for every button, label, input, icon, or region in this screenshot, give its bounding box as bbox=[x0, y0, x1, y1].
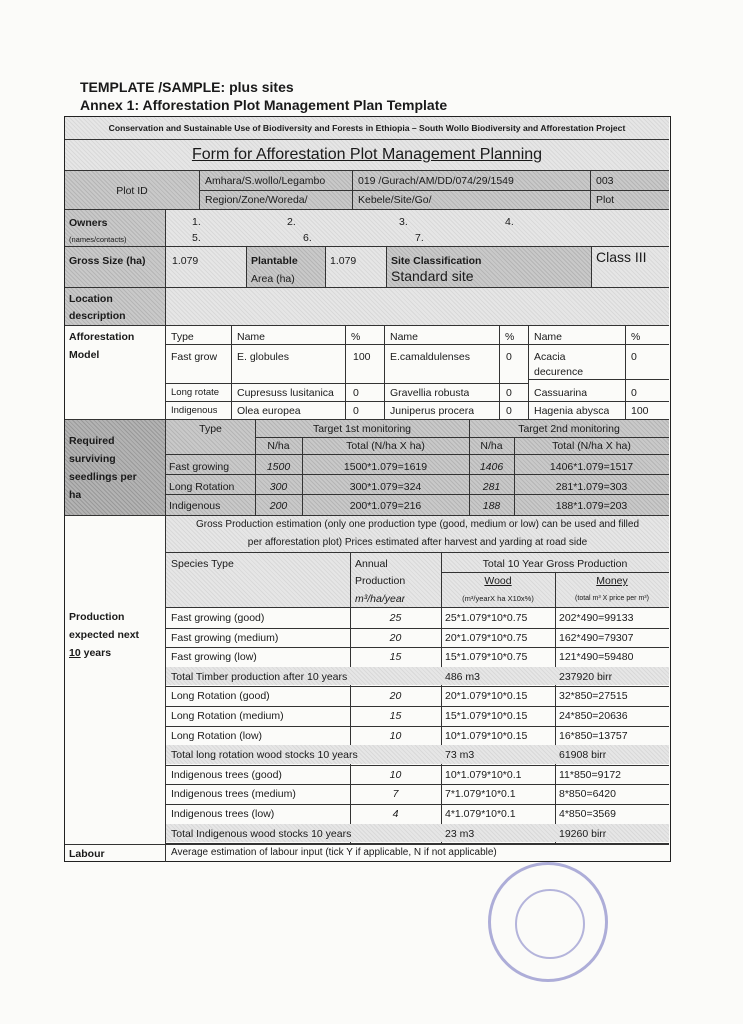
nha-header: N/ha bbox=[267, 440, 290, 452]
owner-1: 1. bbox=[192, 216, 201, 228]
owner-4: 4. bbox=[505, 216, 514, 228]
row-divider bbox=[165, 628, 669, 629]
production-row-species: Long Rotation (medium) bbox=[171, 710, 284, 722]
seedlings-row-total: 1406*1.079=1517 bbox=[549, 461, 634, 473]
management-plan-form bbox=[64, 116, 671, 862]
model-row-pct: 0 bbox=[631, 387, 637, 399]
production-row-money: 8*850=6420 bbox=[559, 788, 616, 801]
row-divider bbox=[165, 726, 669, 727]
total-header: Total (N/ha X ha) bbox=[552, 440, 631, 452]
model-row-name: Olea europea bbox=[237, 405, 301, 417]
seedlings-row-nha: 1500 bbox=[266, 461, 291, 473]
total-10-year-header: Total 10 Year Gross Production bbox=[482, 558, 628, 570]
owner-6: 6. bbox=[303, 232, 312, 244]
model-name-header: Name bbox=[237, 331, 266, 343]
plot-value: 003 bbox=[596, 175, 614, 187]
annual-production-header-2: Production bbox=[355, 575, 406, 587]
owner-7: 7. bbox=[415, 232, 424, 244]
row-divider bbox=[165, 804, 669, 805]
location-label: Location bbox=[69, 293, 113, 305]
production-row-wood: 73 m3 bbox=[445, 749, 475, 762]
model-row-name: Cassuarina bbox=[534, 387, 588, 399]
money-header: Money bbox=[596, 575, 628, 587]
form-title: Form for Afforestation Plot Management Planning bbox=[191, 146, 543, 163]
production-row-wood: 486 m3 bbox=[445, 670, 481, 683]
annual-production-header: Annual bbox=[355, 558, 388, 570]
production-row-wood: 15*1.079*10*0.75 bbox=[445, 651, 528, 664]
production-row-wood: 25*1.079*10*0.75 bbox=[445, 612, 528, 624]
template-heading: TEMPLATE /SAMPLE: plus sites bbox=[80, 79, 294, 95]
production-row-annual: 10 bbox=[389, 729, 402, 742]
production-row-money: 24*850=20636 bbox=[559, 710, 628, 722]
production-label: Production bbox=[69, 611, 125, 623]
kebele-label: Kebele/Site/Go/ bbox=[358, 194, 432, 206]
target-2-header: Target 2nd monitoring bbox=[518, 423, 620, 435]
seedlings-row-nha: 1406 bbox=[479, 461, 504, 473]
seedlings-row-type: Fast growing bbox=[169, 461, 230, 473]
production-note: Gross Production estimation (only one production type (good, medium or low) can be used and filled bbox=[195, 519, 640, 530]
model-row-name: Acacia bbox=[534, 351, 566, 363]
gross-size-value: 1.079 bbox=[172, 255, 199, 267]
model-row-pct: 0 bbox=[506, 387, 512, 399]
production-row-species: Fast growing (low) bbox=[171, 651, 257, 664]
model-row-name: Juniperus procera bbox=[390, 405, 475, 417]
model-row-name: E. globules bbox=[237, 351, 289, 363]
model-row-pct: 0 bbox=[353, 405, 359, 417]
production-row-wood: 10*1.079*10*0.1 bbox=[445, 768, 522, 781]
production-row-money: 202*490=99133 bbox=[559, 612, 634, 624]
production-row-wood: 10*1.079*10*0.15 bbox=[445, 729, 528, 742]
model-pct-header: % bbox=[631, 331, 641, 343]
labour-label: Labour bbox=[69, 848, 105, 860]
seedlings-row-total: 1500*1.079=1619 bbox=[343, 461, 428, 473]
production-row-money: 162*490=79307 bbox=[559, 631, 634, 644]
production-row-money: 61908 birr bbox=[559, 749, 607, 762]
wood-formula-header: (m³/yearX ha X10x%) bbox=[462, 594, 534, 603]
model-row-type: Indigenous bbox=[171, 405, 218, 416]
kebele-value: 019 /Gurach/AM/DD/074/29/1549 bbox=[358, 175, 514, 187]
seedlings-row-total: 200*1.079=216 bbox=[349, 500, 422, 512]
species-type-header: Species Type bbox=[171, 558, 234, 570]
production-row-wood: 7*1.079*10*0.1 bbox=[445, 788, 516, 801]
project-title: Conservation and Sustainable Use of Biodiversity and Forests in Ethiopia – South Wollo Biodiversity and Afforestation Project bbox=[108, 123, 626, 133]
money-formula-header: (total m³ X price per m³) bbox=[575, 595, 649, 602]
production-row-money: 4*850=3569 bbox=[559, 808, 616, 820]
plantable-value: 1.079 bbox=[330, 255, 357, 267]
production-row-money: 32*850=27515 bbox=[559, 690, 628, 703]
production-row-wood: 4*1.079*10*0.1 bbox=[445, 808, 516, 820]
production-row-wood: 15*1.079*10*0.15 bbox=[445, 710, 528, 722]
production-row-money: 19260 birr bbox=[559, 827, 607, 840]
seedlings-row-type: Indigenous bbox=[169, 500, 221, 512]
seedlings-row-total: 188*1.079=203 bbox=[555, 500, 628, 512]
production-row-wood: 20*1.079*10*0.75 bbox=[445, 631, 528, 644]
seedlings-label: ha bbox=[69, 489, 82, 501]
production-row-annual: 10 bbox=[389, 768, 402, 781]
production-label-3 bbox=[69, 647, 111, 659]
class-value: Class III bbox=[596, 250, 647, 265]
wood-header: Wood bbox=[484, 575, 512, 587]
model-row-name-cont: decurence bbox=[534, 366, 584, 378]
site-classification-label: Site Classification bbox=[391, 255, 482, 267]
model-label: Afforestation bbox=[69, 331, 135, 343]
model-pct-header: % bbox=[351, 331, 361, 343]
production-row-annual: 25 bbox=[389, 612, 402, 624]
production-row-species: Fast growing (medium) bbox=[171, 631, 279, 644]
production-row-money: 237920 birr bbox=[559, 670, 613, 683]
model-name-header: Name bbox=[390, 331, 419, 343]
production-row-species: Indigenous trees (medium) bbox=[171, 788, 296, 801]
row-divider bbox=[165, 784, 669, 785]
location-label-2: description bbox=[69, 310, 126, 322]
owner-3: 3. bbox=[399, 216, 408, 228]
annex-heading: Annex 1: Afforestation Plot Management Plan Template bbox=[80, 97, 448, 113]
production-row-annual: 20 bbox=[389, 690, 402, 703]
plot-id-label: Plot ID bbox=[116, 185, 148, 197]
owner-5: 5. bbox=[192, 232, 201, 244]
owner-2: 2. bbox=[287, 216, 296, 228]
production-row-annual: 7 bbox=[392, 788, 399, 801]
production-row-annual: 15 bbox=[389, 710, 402, 722]
owners-label: Owners bbox=[69, 217, 108, 229]
seedlings-row-total: 281*1.079=303 bbox=[555, 481, 628, 493]
model-row-name: Cupresuss lusitanica bbox=[237, 387, 334, 399]
seedlings-row-nha: 188 bbox=[482, 500, 501, 512]
region-label: Region/Zone/Woreda/ bbox=[205, 194, 308, 206]
stamp-inner-ring bbox=[515, 889, 585, 959]
row-divider bbox=[165, 706, 669, 707]
nha-header: N/ha bbox=[480, 440, 503, 452]
seedlings-row-nha: 300 bbox=[269, 481, 288, 493]
seedlings-label: Required bbox=[69, 435, 115, 447]
model-row-pct: 0 bbox=[353, 387, 359, 399]
seedlings-row-nha: 281 bbox=[482, 481, 501, 493]
model-row-name: Gravellia robusta bbox=[390, 387, 470, 399]
site-classification-value: Standard site bbox=[391, 269, 474, 284]
row-divider bbox=[165, 765, 669, 766]
production-row-species: Long Rotation (good) bbox=[171, 690, 270, 703]
model-label-2: Model bbox=[69, 349, 100, 361]
model-row-type: Long rotate bbox=[171, 387, 220, 398]
target-1-header: Target 1st monitoring bbox=[312, 423, 412, 435]
seedlings-type-header: Type bbox=[199, 423, 222, 435]
seedlings-label: surviving bbox=[69, 453, 116, 465]
production-years-number: 10 bbox=[69, 647, 81, 659]
model-row-type: Fast grow bbox=[171, 351, 218, 363]
plantable-label: Plantable bbox=[251, 255, 298, 267]
production-note-2: per afforestation plot) Prices estimated after harvest and yarding at road side bbox=[247, 537, 588, 548]
plantable-sublabel: Area (ha) bbox=[251, 273, 295, 285]
production-row-money: 11*850=9172 bbox=[559, 768, 621, 781]
gross-size-label: Gross Size (ha) bbox=[69, 255, 146, 267]
model-type-header: Type bbox=[171, 331, 194, 343]
production-years-word: years bbox=[80, 647, 112, 659]
row-divider bbox=[165, 647, 669, 648]
region-value: Amhara/S.wollo/Legambo bbox=[205, 175, 326, 187]
model-row-pct: 100 bbox=[631, 405, 649, 417]
production-row-species: Total Timber production after 10 years bbox=[171, 670, 348, 683]
production-row-money: 121*490=59480 bbox=[559, 651, 634, 664]
model-row-pct: 0 bbox=[631, 351, 637, 363]
model-name-header: Name bbox=[534, 331, 563, 343]
production-row-species: Indigenous trees (good) bbox=[171, 768, 282, 781]
production-row-species: Fast growing (good) bbox=[171, 612, 265, 624]
annual-production-unit: m³/ha/year bbox=[355, 593, 406, 605]
labour-instructions: Average estimation of labour input (tick Y if applicable, N if not applicable) bbox=[171, 847, 497, 858]
production-row-species: Long Rotation (low) bbox=[171, 729, 263, 742]
model-row-name: E.camaldulenses bbox=[390, 351, 470, 363]
model-row-pct: 0 bbox=[506, 405, 512, 417]
production-row-species: Indigenous trees (low) bbox=[171, 808, 275, 820]
production-row-species: Total long rotation wood stocks 10 years bbox=[171, 749, 358, 762]
production-label-2: expected next bbox=[69, 629, 140, 641]
model-pct-header: % bbox=[505, 331, 515, 343]
row-divider bbox=[165, 686, 669, 687]
seedlings-label: seedlings per bbox=[69, 471, 137, 483]
production-row-species: Total Indigenous wood stocks 10 years bbox=[171, 827, 352, 840]
production-row-money: 16*850=13757 bbox=[559, 729, 628, 742]
production-row-wood: 20*1.079*10*0.15 bbox=[445, 690, 528, 703]
model-row-name: Hagenia abysca bbox=[534, 405, 610, 417]
production-row-annual: 15 bbox=[389, 651, 402, 664]
seedlings-row-total: 300*1.079=324 bbox=[349, 481, 422, 493]
production-row-annual: 4 bbox=[392, 808, 399, 820]
model-row-pct: 100 bbox=[353, 351, 371, 363]
production-row-annual: 20 bbox=[389, 631, 402, 644]
plot-label: Plot bbox=[596, 194, 615, 206]
official-stamp bbox=[488, 862, 608, 982]
model-row-pct: 0 bbox=[506, 351, 512, 363]
seedlings-row-nha: 200 bbox=[269, 500, 288, 512]
seedlings-row-type: Long Rotation bbox=[169, 481, 235, 493]
production-row-wood: 23 m3 bbox=[445, 827, 475, 840]
owners-sublabel: (names/contacts) bbox=[69, 235, 127, 244]
total-header: Total (N/ha X ha) bbox=[346, 440, 425, 452]
